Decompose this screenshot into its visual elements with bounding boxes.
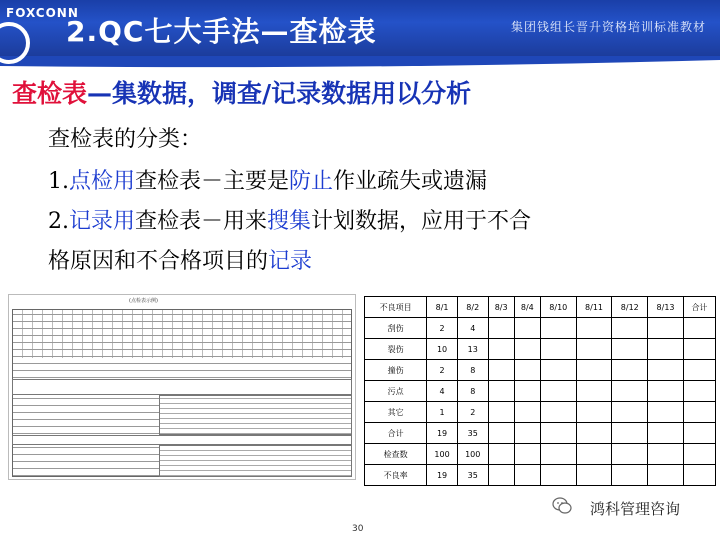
table-row [365, 318, 716, 339]
table-cell [683, 444, 715, 465]
table-cell: 1 [427, 402, 458, 423]
table-cell [612, 381, 648, 402]
table-cell [488, 339, 514, 360]
table-cell: 2 [457, 402, 488, 423]
row-label: 其它 [365, 402, 427, 423]
row-label: 检查数 [365, 444, 427, 465]
highlight-text: 记录用 [69, 209, 136, 234]
form-notes-area [159, 445, 352, 477]
table-cell [612, 444, 648, 465]
table-cell: 4 [457, 318, 488, 339]
body-text: 格原因和不合格项目的 [48, 249, 269, 274]
table-cell [514, 381, 540, 402]
table-cell [612, 360, 648, 381]
column-header: 8/13 [648, 297, 684, 318]
table-row [365, 402, 716, 423]
column-header: 8/12 [612, 297, 648, 318]
table-cell [683, 318, 715, 339]
table-cell: 8 [457, 381, 488, 402]
brand-watermark: 鸿科管理咨询 [590, 500, 681, 518]
table-cell [540, 381, 576, 402]
table-cell [514, 339, 540, 360]
table-cell: 2 [427, 318, 458, 339]
table-cell: 19 [427, 465, 458, 486]
table-cell [488, 381, 514, 402]
header-band [0, 0, 720, 56]
table-cell [648, 444, 684, 465]
table-row [365, 465, 716, 486]
table-cell [576, 318, 612, 339]
table-cell: 10 [427, 339, 458, 360]
highlight-text: 记录 [268, 249, 313, 274]
table-cell [540, 402, 576, 423]
table-cell [576, 339, 612, 360]
table-cell [514, 318, 540, 339]
row-label: 刮伤 [365, 318, 427, 339]
item-number: 2. [48, 209, 69, 234]
table-cell [648, 423, 684, 444]
row-label: 不良率 [365, 465, 427, 486]
table-cell [648, 339, 684, 360]
column-header: 8/3 [488, 297, 514, 318]
body-text: 查检表－用来 [135, 209, 268, 234]
table-cell: 13 [457, 339, 488, 360]
table-row [365, 423, 716, 444]
form-notes-area [159, 395, 352, 435]
table-cell [576, 423, 612, 444]
category-two [48, 204, 531, 235]
table-cell [612, 339, 648, 360]
table-cell [648, 402, 684, 423]
table-row [365, 360, 716, 381]
table-cell [514, 465, 540, 486]
row-label: 撞伤 [365, 360, 427, 381]
form-title: (点检表示例) [129, 298, 158, 304]
table-cell [648, 360, 684, 381]
column-header: 合计 [683, 297, 715, 318]
table-cell [540, 339, 576, 360]
table-cell [612, 402, 648, 423]
table-cell [514, 402, 540, 423]
table-cell [540, 423, 576, 444]
table-cell [488, 402, 514, 423]
body-text: 查检表－主要是 [135, 169, 290, 194]
table-cell [648, 381, 684, 402]
table-cell [576, 465, 612, 486]
checksheet-form-thumbnail [8, 294, 356, 480]
table-cell [683, 402, 715, 423]
company-logo: FOXCONN [6, 6, 79, 20]
table-cell [683, 423, 715, 444]
table-cell [612, 318, 648, 339]
wechat-icon [552, 497, 572, 515]
item-number: 1. [48, 169, 69, 194]
highlight-text: 搜集 [267, 209, 312, 234]
table-cell [576, 360, 612, 381]
table-cell: 4 [427, 381, 458, 402]
form-section-header [12, 435, 352, 445]
table-cell [540, 465, 576, 486]
table-cell [488, 423, 514, 444]
table-cell [683, 360, 715, 381]
table-cell [514, 360, 540, 381]
table-cell: 100 [457, 444, 488, 465]
table-cell [612, 465, 648, 486]
page-number: 30 [352, 524, 364, 534]
column-header: 8/1 [427, 297, 458, 318]
body-text: 计划数据，应用于不合 [311, 209, 532, 234]
table-header-row [365, 297, 716, 318]
table-cell [576, 402, 612, 423]
table-cell [576, 444, 612, 465]
table-row [365, 381, 716, 402]
table-cell: 19 [427, 423, 458, 444]
highlight-text: 点检用 [69, 169, 136, 194]
headline-term: 查检表 [12, 79, 88, 108]
column-header: 8/2 [457, 297, 488, 318]
table-row [365, 444, 716, 465]
table-cell [683, 339, 715, 360]
highlight-text: 防止 [289, 169, 334, 194]
defect-tally-table [364, 296, 716, 486]
table-cell [488, 360, 514, 381]
row-label: 裂伤 [365, 339, 427, 360]
row-label: 合计 [365, 423, 427, 444]
row-label: 污点 [365, 381, 427, 402]
column-header: 不良项目 [365, 297, 427, 318]
table-cell [488, 318, 514, 339]
table-cell: 2 [427, 360, 458, 381]
column-header: 8/4 [514, 297, 540, 318]
column-header: 8/11 [576, 297, 612, 318]
column-header: 8/10 [540, 297, 576, 318]
slide-title: 2.QC七大手法—查检表 [66, 15, 377, 48]
table-cell [612, 423, 648, 444]
table-cell: 35 [457, 465, 488, 486]
table-cell [514, 423, 540, 444]
headline-definition: —集数据，调查/记录数据用以分析 [87, 79, 472, 108]
form-section-header [12, 379, 352, 395]
table-cell [683, 465, 715, 486]
header-swoosh [0, 56, 720, 70]
table-cell: 8 [457, 360, 488, 381]
classification-heading: 查检表的分类： [48, 127, 203, 152]
category-two-continued [48, 244, 312, 275]
table-cell [540, 318, 576, 339]
table-row [365, 339, 716, 360]
table-cell [540, 444, 576, 465]
headline [12, 74, 471, 110]
table-cell [488, 444, 514, 465]
table-cell [648, 318, 684, 339]
table-cell [683, 381, 715, 402]
table-cell [540, 360, 576, 381]
table-cell [514, 444, 540, 465]
body-text: 作业疏失或遗漏 [333, 169, 488, 194]
slide-subtitle: 集团钱组长晋升资格培训标准教材 [510, 20, 706, 34]
table-cell [576, 381, 612, 402]
table-cell [488, 465, 514, 486]
category-one [48, 164, 487, 195]
table-cell: 100 [427, 444, 458, 465]
table-cell: 35 [457, 423, 488, 444]
table-cell [648, 465, 684, 486]
